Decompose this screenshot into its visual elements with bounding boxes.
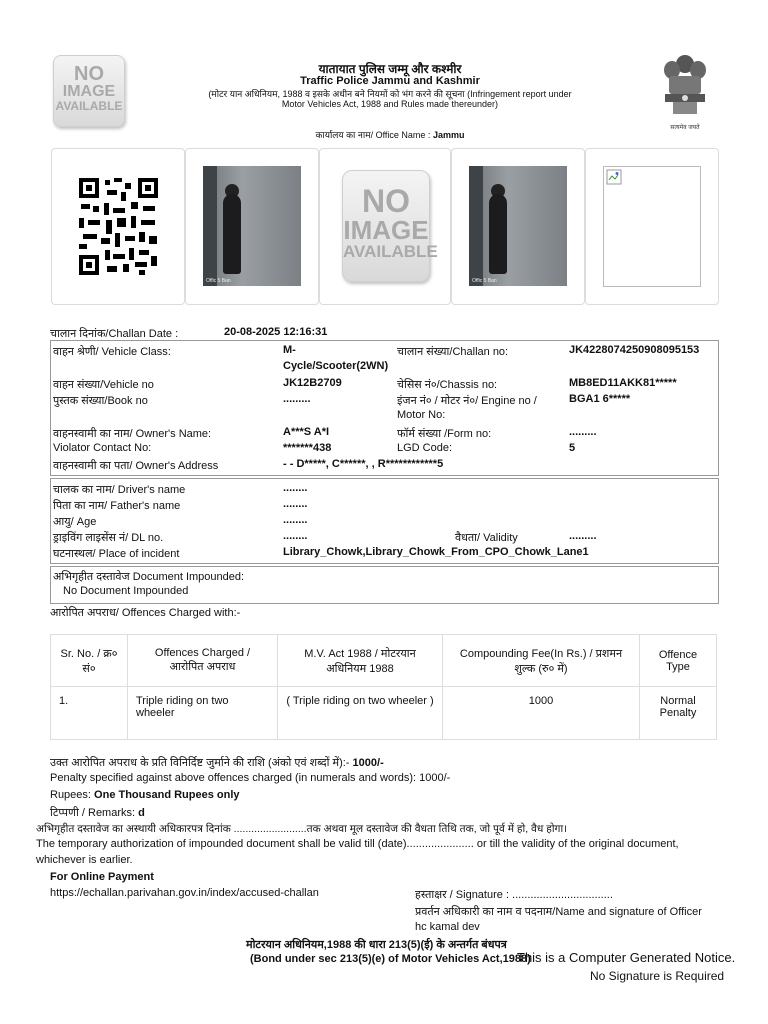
title-hindi: यातायात पुलिस जम्मू और कश्मीर bbox=[318, 62, 462, 76]
cell-act: ( Triple riding on two wheeler ) bbox=[278, 687, 443, 740]
signature-label: हस्ताक्षर / Signature : ................................. bbox=[415, 889, 613, 901]
document-impounded-box bbox=[50, 566, 719, 604]
place-value: Library_Chowk,Library_Chowk_From_CPO_Chowk_Lane1 bbox=[283, 546, 589, 558]
broken-image-tile bbox=[585, 148, 719, 305]
father-name-value: ........ bbox=[283, 498, 308, 510]
cell-fee: 1000 bbox=[443, 687, 640, 740]
penalty-english: Penalty specified against above offences charged (in numerals and words): 1000/- bbox=[50, 772, 451, 784]
col-offence: Offences Charged / आरोपित अपराध bbox=[128, 635, 278, 687]
book-no-value: ......... bbox=[283, 393, 311, 405]
title-english: Traffic Police Jammu and Kashmir bbox=[300, 75, 480, 87]
penalty-hindi: उक्त आरोपित अपराध के प्रति विनिर्दिष्ट जुर्माने की राशि (अंको एवं शब्दों में):- 1000/- bbox=[50, 757, 384, 769]
challan-no-value: JK4228074250908095153 bbox=[569, 344, 700, 356]
owner-name-value: A***S A*I bbox=[283, 426, 330, 438]
officer-name: hc kamal dev bbox=[415, 921, 480, 933]
office-label: कार्यालय का नाम/ Office Name : bbox=[315, 130, 431, 140]
photo-stamp: Offic 5 Ban bbox=[206, 278, 231, 284]
no-image-placeholder bbox=[342, 170, 438, 282]
ashoka-emblem-icon bbox=[655, 50, 715, 120]
age-value: ........ bbox=[283, 514, 308, 526]
dl-no-label: ड्राइविंग लाइसेंस नं/ DL no. bbox=[53, 532, 164, 544]
no-image-tile bbox=[319, 148, 451, 305]
dl-no-value: ........ bbox=[283, 530, 308, 542]
office-value: Jammu bbox=[432, 130, 465, 140]
office-name bbox=[180, 128, 600, 141]
rupees-line: Rupees: One Thousand Rupees only bbox=[50, 789, 240, 801]
challan-no-label: चालान संख्या/Challan no: bbox=[397, 346, 509, 358]
driver-name-value: ........ bbox=[283, 482, 308, 494]
lgd-code-label: LGD Code: bbox=[397, 442, 453, 454]
owner-address-label: वाहनस्वामी का पता/ Owner's Address bbox=[53, 460, 219, 472]
broken-image-icon bbox=[606, 169, 622, 185]
challan-date-label: चालान दिनांक/Challan Date : bbox=[50, 328, 179, 340]
cell-offence: Triple riding on two wheeler bbox=[128, 687, 278, 740]
vehicle-no-value: JK12B2709 bbox=[283, 377, 342, 389]
age-label: आयु/ Age bbox=[53, 516, 97, 528]
engine-no-value: BGA1 6***** bbox=[569, 393, 631, 405]
national-emblem bbox=[655, 50, 715, 135]
col-offence-type: Offence Type bbox=[640, 635, 717, 687]
subtitle-line-2: Motor Vehicles Act, 1988 and Rules made thereunder) bbox=[281, 99, 499, 109]
photo-tile-2 bbox=[451, 148, 585, 305]
chassis-label: चेसिस नं०/Chassis no: bbox=[397, 379, 498, 391]
photo-stamp: Offic 5 Ban bbox=[472, 278, 497, 284]
bond-english: (Bond under sec 213(5)(e) of Motor Vehicles Act,1988) bbox=[250, 953, 531, 965]
place-label: घटनास्थल/ Place of incident bbox=[53, 548, 180, 560]
contact-value: *******438 bbox=[283, 442, 332, 454]
vehicle-class-label: वाहन श्रेणी/ Vehicle Class: bbox=[53, 346, 171, 358]
no-image-text: AVAILABLE bbox=[55, 99, 123, 113]
vehicle-details-box bbox=[50, 340, 719, 476]
col-mv-act: M.V. Act 1988 / मोटरयान अधिनियम 1988 bbox=[278, 635, 443, 687]
owner-name-label: वाहनस्वामी का नाम/ Owner's Name: bbox=[53, 428, 212, 440]
col-fee: Compounding Fee(In Rs.) / प्रशमन शुल्क (रु० में) bbox=[443, 635, 640, 687]
authorization-english: The temporary authorization of impounded document shall be valid till (date)...................... or till the validity of the original document, bbox=[36, 838, 679, 850]
no-image-text: IMAGE bbox=[62, 83, 116, 100]
no-image-logo bbox=[53, 55, 125, 127]
engine-no-label-cont: Motor No: bbox=[397, 409, 446, 421]
father-name-label: पिता का नाम/ Father's name bbox=[53, 500, 181, 512]
violation-photo-1 bbox=[203, 166, 301, 286]
online-payment-label: For Online Payment bbox=[50, 871, 154, 883]
qr-code-icon bbox=[79, 178, 158, 275]
subtitle-line-1: (मोटर यान अधिनियम, 1988 व इसके अधीन बने नियमों को भंग करने की सूचना (Infringement report under bbox=[208, 89, 572, 99]
officer-label: प्रवर्तन अधिकारी का नाम व पदनाम/Name and signature of Officer bbox=[415, 906, 702, 918]
no-image-text: AVAILABLE bbox=[343, 242, 438, 261]
driver-name-label: चालक का नाम/ Driver's name bbox=[53, 484, 186, 496]
remarks-line: टिप्पणी / Remarks: d bbox=[50, 807, 145, 819]
engine-no-label: इंजन नं० / मोटर नं०/ Engine no / bbox=[397, 395, 537, 407]
computer-generated-notice: This is a Computer Generated Notice. bbox=[517, 950, 736, 965]
vehicle-class-value-cont: Cycle/Scooter(2WN) bbox=[283, 360, 389, 372]
lgd-code-value: 5 bbox=[569, 442, 576, 454]
offences-table bbox=[50, 634, 717, 740]
violation-photo-2 bbox=[469, 166, 567, 286]
col-sr-no: Sr. No. / क्र० सं० bbox=[51, 635, 128, 687]
vehicle-class-value: M- bbox=[283, 344, 296, 356]
vehicle-no-label: वाहन संख्या/Vehicle no bbox=[53, 379, 154, 391]
no-signature-notice: No Signature is Required bbox=[590, 969, 725, 983]
authorization-english-cont: whichever is earlier. bbox=[36, 854, 133, 866]
no-image-text: NO bbox=[74, 63, 104, 85]
book-no-label: पुस्तक संख्या/Book no bbox=[53, 395, 148, 407]
form-no-label: फॉर्म संख्या /Form no: bbox=[397, 428, 492, 440]
bond-hindi: मोटरयान अधिनियम,1988 की धारा 213(5)(ई) के अन्तर्गत बंधपत्र bbox=[246, 939, 507, 951]
validity-value: ......... bbox=[569, 530, 597, 542]
owner-address-value: - - D*****, C******, , R************5 bbox=[283, 458, 444, 470]
contact-label: Violator Contact No: bbox=[53, 442, 152, 454]
chassis-value: MB8ED11AKK81***** bbox=[569, 377, 677, 389]
table-row bbox=[51, 687, 717, 740]
emblem-caption: सत्यमेव जयते bbox=[670, 125, 700, 131]
document-impounded-value: No Document Impounded bbox=[63, 585, 189, 597]
cell-type: Normal Penalty bbox=[640, 687, 717, 740]
qr-tile bbox=[51, 148, 185, 305]
no-image-text: NO bbox=[362, 183, 410, 219]
photo-tile-1 bbox=[185, 148, 319, 305]
online-payment-link[interactable]: https://echallan.parivahan.gov.in/index/accused-challan bbox=[50, 887, 319, 899]
cell-sr: 1. bbox=[51, 687, 128, 740]
broken-image-frame bbox=[603, 166, 701, 287]
no-image-text: IMAGE bbox=[343, 215, 429, 245]
validity-label: वैधता/ Validity bbox=[455, 532, 518, 544]
offences-charged-label: आरोपित अपराध/ Offences Charged with:- bbox=[50, 607, 241, 619]
form-no-value: ......... bbox=[569, 426, 597, 438]
authorization-hindi: अभिगृहीत दस्तावेज का अस्थायी अधिकारपत्र दिनांक .........................तक अथवा मूल दस्तावेज की वैधता तिथि तक, जो पूर्व में हो, वैध होगा। bbox=[36, 823, 568, 835]
driver-details-box bbox=[50, 478, 719, 564]
table-header-row bbox=[51, 635, 717, 687]
challan-date-value: 20-08-2025 12:16:31 bbox=[224, 326, 328, 338]
document-impounded-label: अभिगृहीत दस्तावेज Document Impounded: bbox=[53, 571, 245, 583]
